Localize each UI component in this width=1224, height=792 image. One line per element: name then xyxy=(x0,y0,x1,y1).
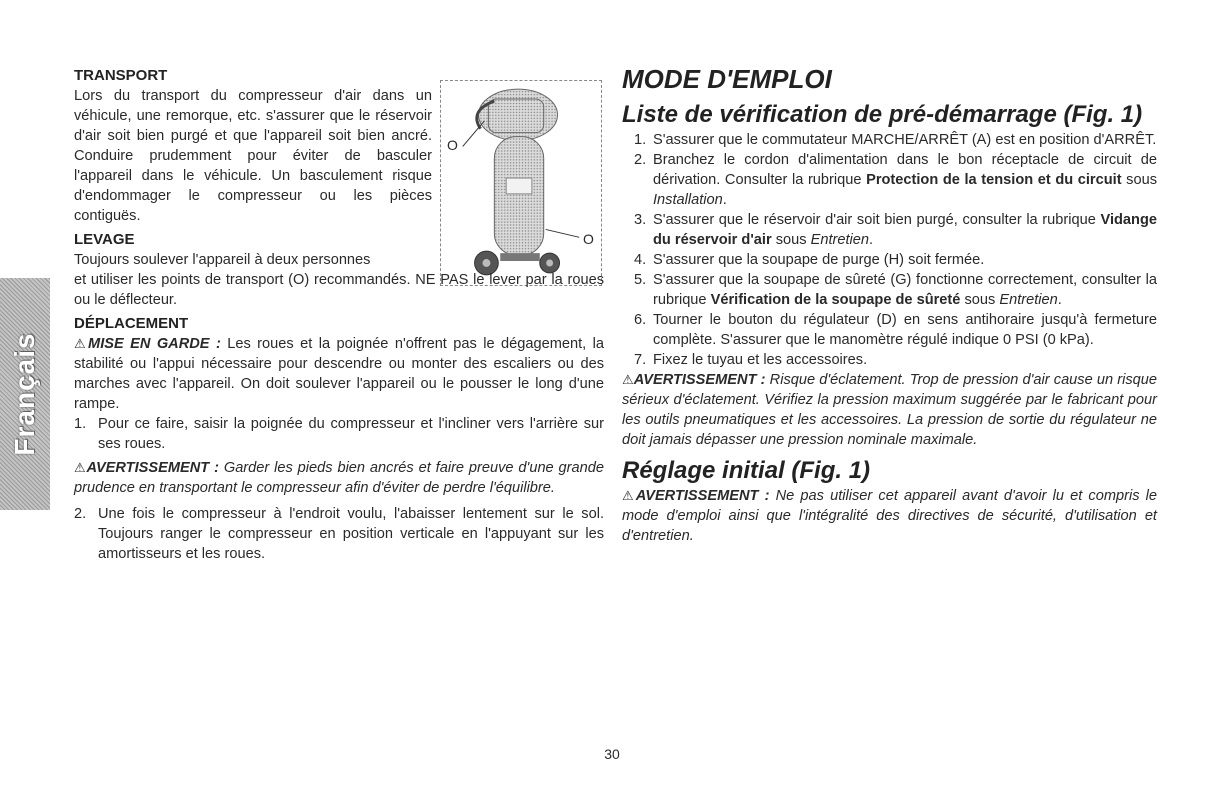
step-text: Fixez le tuyau et les accessoires. xyxy=(653,352,868,368)
warning-triangle-icon: ⚠ xyxy=(74,460,87,475)
burst-warning-text: Risque d'éclatement. Trop de pression d'air cause un risque sérieux d'éclatement. Vérifiez la pression maximum suggérée par le fabricant pour les outils pneumatiques et les accessoires. La pression de sortie du régulateur ne doit jamais dépasser une pression nominale maximale. xyxy=(622,372,1157,448)
levage-text-line1: Toujours soulever l'appareil à deux personnes xyxy=(74,252,371,268)
mise-en-garde xyxy=(74,334,604,414)
left-column xyxy=(74,66,604,564)
list-item xyxy=(622,250,1157,270)
deplacement-steps xyxy=(74,414,604,454)
levage-heading: LEVAGE xyxy=(74,231,135,248)
deplacement-heading: DÉPLACEMENT xyxy=(74,315,189,332)
burst-warning xyxy=(622,370,1157,450)
step-text-mid: sous xyxy=(771,232,811,248)
step-text: S'assurer que la soupape de purge (H) soit fermée. xyxy=(653,252,985,268)
step-number: 1. xyxy=(74,416,87,432)
step-number: 5. xyxy=(634,272,647,288)
list-item xyxy=(622,350,1157,370)
language-tab-label: Français xyxy=(9,332,40,456)
step-text-pre: Branchez le cordon d'alimentation dans le bon réceptacle de circuit de dérivation. Consulter la rubrique xyxy=(653,152,1157,188)
list-item xyxy=(622,310,1157,350)
step-number: 1. xyxy=(634,132,647,148)
step-text-italic: Entretien xyxy=(999,292,1058,308)
warning-triangle-icon: ⚠ xyxy=(622,372,634,387)
step-text-italic: Installation xyxy=(653,192,723,208)
step-text-bold: Vidange du réservoir d'air xyxy=(653,212,1157,248)
step-text-bold: Vérification de la soupape de sûreté xyxy=(710,292,961,308)
language-tab xyxy=(0,278,50,510)
list-item xyxy=(74,414,604,454)
avertissement-text: Garder les pieds bien ancrés et faire preuve d'une grande prudence en transportant le compresseur afin d'éviter de perdre l'équilibre. xyxy=(74,460,604,496)
avertissement-label: AVERTISSEMENT : xyxy=(86,460,219,476)
checklist-title: Liste de vérification de pré-démarrage (Fig. 1) xyxy=(622,101,1143,128)
step-number: 7. xyxy=(634,352,647,368)
list-item xyxy=(622,150,1157,210)
list-item xyxy=(74,504,604,564)
step-text-mid: sous xyxy=(960,292,1000,308)
initial-warning-text: Ne pas utiliser cet appareil avant d'avoir lu et compris le mode d'emploi ainsi que l'intégralité des directives de sécurité, d'utilisation et d'entretien. xyxy=(622,488,1157,544)
transport-text: Lors du transport du compresseur d'air dans un véhicule, une remorque, etc. s'assurer que le réservoir d'air soit bien purgé et que l'appareil soit bien ancré. Conduire prudemment pour éviter de basculer l'appareil dans le véhicule. Un basculement risque d'endommager le compresseur ou les pièces contiguës. xyxy=(74,88,432,224)
warning-triangle-icon: ⚠ xyxy=(74,336,89,351)
step-text: Tourner le bouton du régulateur (D) en sens antihoraire jusqu'à fermeture complète. S'assurer que le manomètre régulé indique 0 PSI (0 kPa). xyxy=(653,312,1157,348)
step-text-pre: S'assurer que la soupape de sûreté (G) fonctionne correctement, consulter la rubrique xyxy=(653,272,1157,308)
initial-warning xyxy=(622,486,1157,546)
initial-setup-title: Réglage initial (Fig. 1) xyxy=(622,457,871,484)
burst-warning-label: AVERTISSEMENT : xyxy=(633,372,766,388)
step-number: 2. xyxy=(74,506,87,522)
mise-en-garde-text: Les roues et la poignée n'offrent pas le dégagement, la stabilité ou l'appui nécessaire pour descendre ou monter des escaliers ou des marches avec l'appareil. On doit soulever l'appareil ou le pousser le long d'une rampe. xyxy=(74,336,604,412)
step-text-post: . xyxy=(722,192,727,208)
step-number: 3. xyxy=(634,212,647,228)
callout-o-top: O xyxy=(447,137,458,153)
step-text: Une fois le compresseur à l'endroit voulu, l'abaisser lentement sur le sol. Toujours ranger le compresseur en position verticale en l'appuyant sur les amortisseurs et les roues. xyxy=(98,506,604,562)
mise-en-garde-label: MISE EN GARDE : xyxy=(88,336,221,352)
step-text-post: . xyxy=(1057,292,1062,308)
step-number: 6. xyxy=(634,312,647,328)
deplacement-steps-2 xyxy=(74,504,604,564)
step-text-italic: Entretien xyxy=(810,232,870,248)
list-item xyxy=(622,270,1157,310)
list-item xyxy=(622,130,1157,150)
step-text-pre: S'assurer que le réservoir d'air soit bien purgé, consulter la rubrique xyxy=(653,212,1101,228)
step-number: 4. xyxy=(634,252,647,268)
initial-warning-label: AVERTISSEMENT : xyxy=(635,488,770,504)
deplacement-avertissement xyxy=(74,458,604,498)
callout-o-bottom: O xyxy=(583,231,594,247)
mode-emploi-title: MODE D'EMPLOI xyxy=(622,64,832,94)
step-number: 2. xyxy=(634,152,647,168)
checklist-steps xyxy=(622,130,1157,370)
step-text-bold: Protection de la tension et du circuit xyxy=(866,172,1122,188)
page-number: 30 xyxy=(604,746,620,762)
step-text: Pour ce faire, saisir la poignée du compresseur et l'incliner vers l'arrière sur ses roues. xyxy=(98,416,604,452)
transport-heading: TRANSPORT xyxy=(74,67,168,84)
step-text-post: . xyxy=(869,232,874,248)
warning-triangle-icon: ⚠ xyxy=(622,488,636,503)
step-text-mid: sous xyxy=(1121,172,1157,188)
list-item xyxy=(622,210,1157,250)
right-column xyxy=(622,64,1157,546)
levage-text: et utiliser les points de transport (O) recommandés. NE PAS le lever par la roues ou le déflecteur. xyxy=(74,272,604,308)
step-text: S'assurer que le commutateur MARCHE/ARRÊT (A) est en position d'ARRÊT. xyxy=(653,132,1157,148)
